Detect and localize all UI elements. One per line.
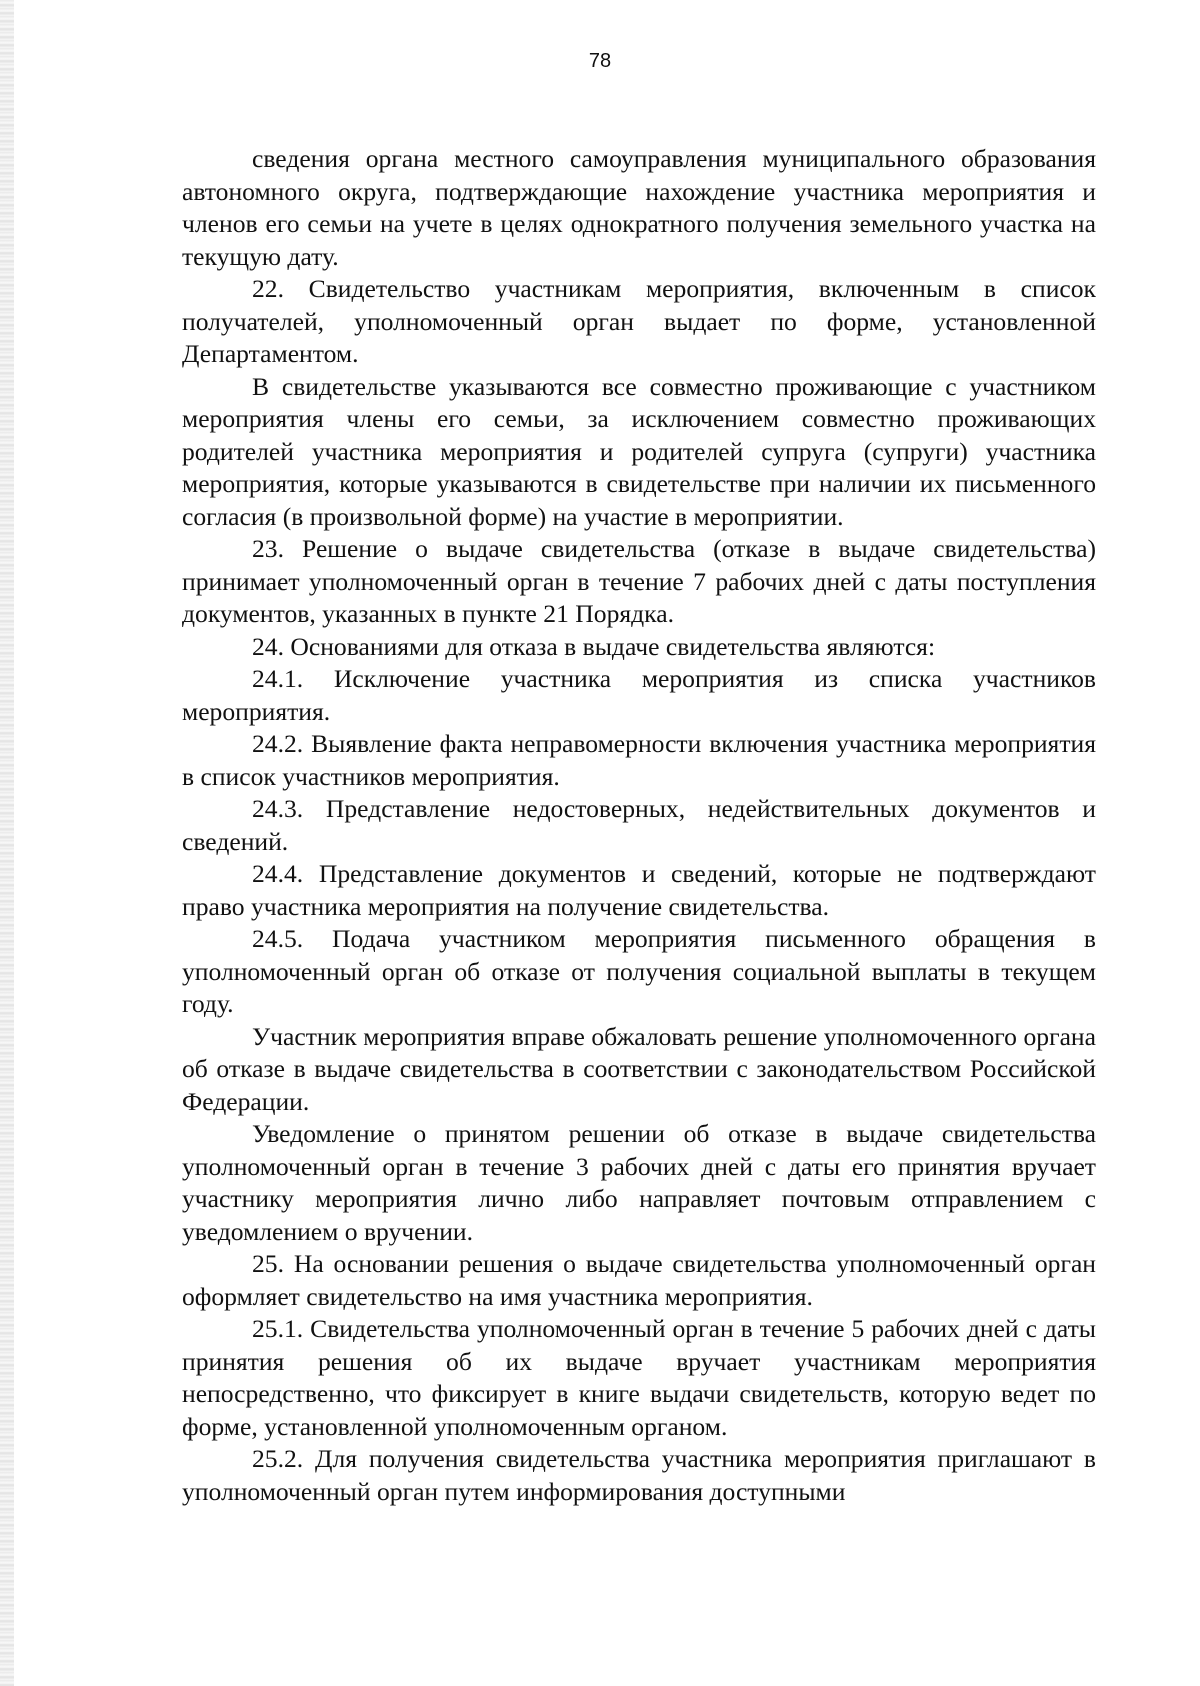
document-body — [182, 143, 1096, 1508]
paragraph-appeal: Участник мероприятия вправе обжаловать решение уполномоченного органа об отказе в выдаче свидетельства в соответствии с законодательством Российской Федерации. — [182, 1021, 1096, 1116]
paragraph-municipal-info: сведения органа местного самоуправления муниципального образования автономного округа, подтверждающие нахождение участника мероприятия и членов его семьи на учете в целях однократного получения земельного участка на текущую дату. — [182, 144, 1096, 271]
paragraph-25-1: 25.1. Свидетельства уполномоченный орган в течение 5 рабочих дней с даты принятия решения об их выдаче вручает участникам мероприятия непосредственно, что фиксирует в книге выдачи свидетельств, которую ведет по форме, установленной уполномоченным органом. — [182, 1314, 1096, 1441]
paragraph-24-1: 24.1. Исключение участника мероприятия из списка участников мероприятия. — [182, 664, 1096, 726]
page-number: 78 — [588, 50, 612, 72]
paragraph-family-members: В свидетельстве указываются все совместно проживающие с участником мероприятия члены его семьи, за исключением совместно проживающих родителей участника мероприятия и родителей супруга (супруги) участника мероприятия, которые указываются в свидетельстве при наличии их письменного согласия (в произвольной форме) на участие в мероприятии. — [182, 371, 1096, 531]
scan-edge-shadow — [0, 0, 14, 1686]
paragraph-25: 25. На основании решения о выдаче свидетельства уполномоченный орган оформляет свидетельство на имя участника мероприятия. — [182, 1249, 1096, 1311]
paragraph-24-5: 24.5. Подача участником мероприятия письменного обращения в уполномоченный орган об отказе от получения социальной выплаты в текущем году. — [182, 924, 1096, 1018]
paragraph-24-3: 24.3. Представление недостоверных, недействительных документов и сведений. — [182, 794, 1096, 856]
paragraph-notification: Уведомление о принятом решении об отказе в выдаче свидетельства уполномоченный орган в течение 3 рабочих дней с даты его принятия вручает участнику мероприятия лично либо направляет почтовым отправлением с уведомлением о вручении. — [182, 1119, 1096, 1246]
paragraph-23: 23. Решение о выдаче свидетельства (отказе в выдаче свидетельства) принимает уполномоченный орган в течение 7 рабочих дней с даты поступления документов, указанных в пункте 21 Порядка. — [182, 534, 1096, 628]
paragraph-24: 24. Основаниями для отказа в выдаче свидетельства являются: — [252, 631, 936, 661]
paragraph-24-4: 24.4. Представление документов и сведений, которые не подтверждают право участника мероприятия на получение свидетельства. — [182, 859, 1096, 921]
paragraph-24-2: 24.2. Выявление факта неправомерности включения участника мероприятия в список участников мероприятия. — [182, 729, 1096, 791]
paragraph-22: 22. Свидетельство участникам мероприятия, включенным в список получателей, уполномоченный орган выдает по форме, установленной Департаментом. — [182, 274, 1096, 368]
paragraph-25-2: 25.2. Для получения свидетельства участника мероприятия приглашают в уполномоченный орган путем информирования доступными — [182, 1444, 1096, 1506]
